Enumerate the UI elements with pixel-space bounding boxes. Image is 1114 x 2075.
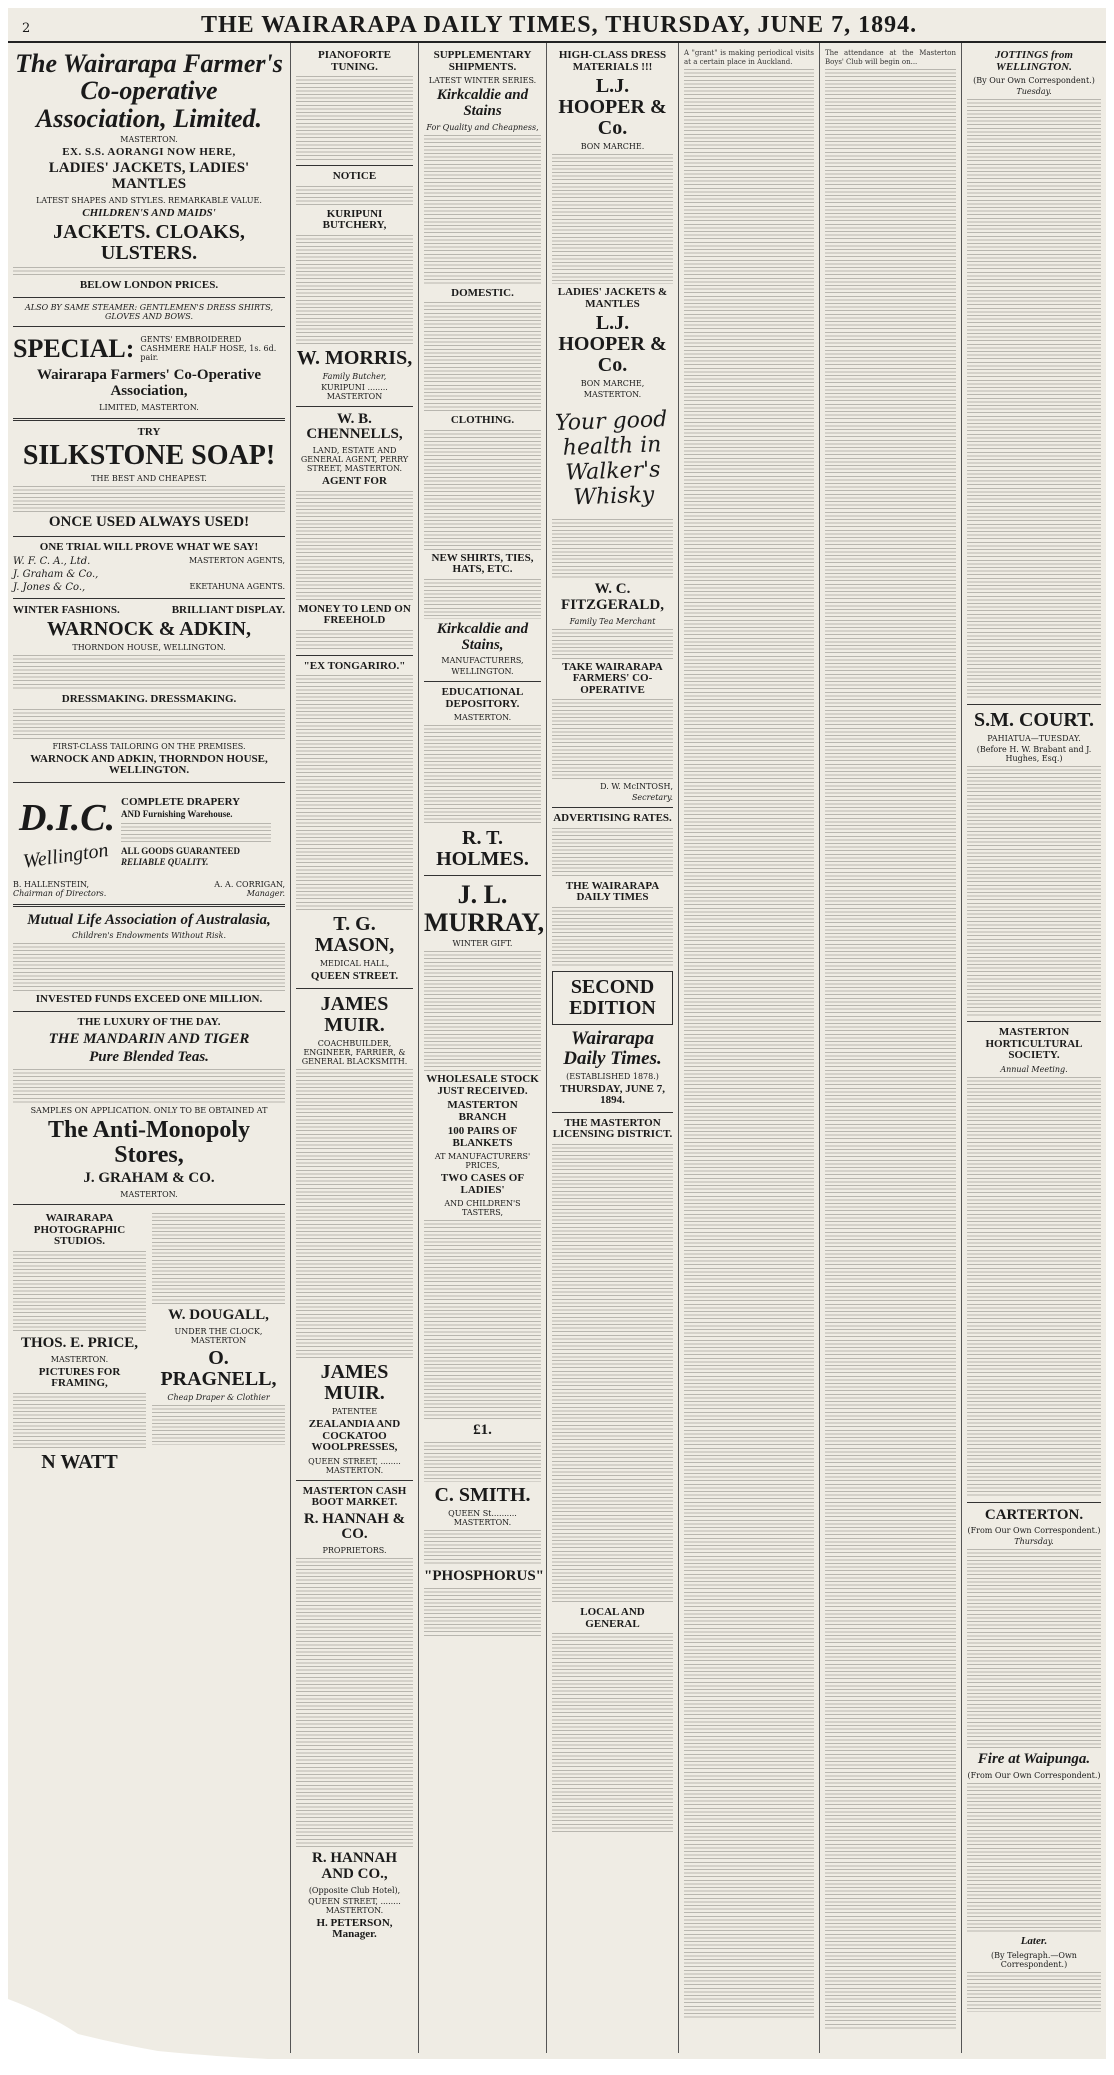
later: Later. [1020,1935,1048,1948]
jackets-cloaks: JACKETS. CLOAKS, ULSTERS. [53,221,245,265]
mason-heading: T. G. MASON, [314,913,395,957]
hooper-text [552,154,673,284]
best-cheapest: THE BEST AND CHEAPEST. [91,473,207,483]
peterson: H. PETERSON, Manager. [316,1916,393,1941]
winter-fashions: WINTER FASHIONS. [13,604,120,617]
thursday: Thursday. [1014,1537,1054,1547]
hooper-top: HIGH-CLASS DRESS MATERIALS !!! [558,49,667,73]
page-number: 2 [22,21,31,36]
school-text [424,725,541,825]
special-heading: SPECIAL: [13,334,135,364]
horti-text [967,1077,1101,1497]
fitzgerald-sub: Family Tea Merchant [569,616,656,626]
furnishing-warehouse: AND Furnishing Warehouse. [121,809,233,820]
money-to-lend: MONEY TO LEND ON FREEHOLD [298,602,411,627]
hannah-heading: R. HANNAH & CO. [303,1510,406,1543]
price-place: MASTERTON. [50,1354,109,1364]
agent-for: AGENT FOR [322,475,387,488]
kirkcaldie-heading-2: Kirkcaldie and Stains, [436,620,529,653]
masthead [8,8,1106,43]
column-2 [291,43,419,2053]
latest-shapes: LATEST SHAPES AND STYLES. REMARKABLE VALUE. [36,195,262,205]
local-general: LOCAL AND GENERAL [580,1606,645,1630]
hooper-heading: L.J. HOOPER & Co. [558,75,667,140]
first-class-tailoring: FIRST-CLASS TAILORING ON THE PREMISES. [52,741,246,751]
warnock-heading: WARNOCK & ADKIN, [47,618,251,641]
pictures-framing: PICTURES FOR FRAMING, [38,1365,121,1390]
pahiatua: PAHIATUA—TUESDAY. [987,734,1081,744]
carterton-corr: (From Our Own Correspondent.) [967,1526,1101,1536]
hannah-sub: PROPRIETORS. [322,1546,387,1556]
dic-logo [13,788,117,876]
photo-text [13,1251,146,1333]
bon-marche-2: BON MARCHE, [580,379,645,389]
ladies-jackets-mantles: LADIES' JACKETS & MANTLES [557,286,668,310]
piano-text [296,76,413,160]
queen-street-3: QUEEN STREET, ........ MASTERTON. [308,1896,401,1915]
times-text [552,907,673,967]
whisky-text [552,519,673,579]
anti-monopoly-heading: The Anti-Monopoly Stores, [47,1117,251,1169]
queen-street: QUEEN STREET. [310,970,399,983]
framing-text [13,1393,146,1449]
goods-guaranteed: ALL GOODS GUARANTEED [121,845,241,856]
butchery-text [296,235,413,345]
ex-ship: EX. S.S. AORANGI NOW HERE, [62,145,236,158]
dressmaking: DRESSMAKING. DRESSMAKING. [61,693,237,706]
mcintosh-title: Secretary. [631,793,673,803]
ad-text-block [13,267,285,277]
warnock-footer: WARNOCK AND ADKIN, THORNDON HOUSE, WELLINGTON. [30,752,268,777]
agent-1: W. F. C. A., Ltd. [13,556,91,568]
tuesday: Tuesday. [1016,87,1052,97]
holmes-heading: R. T. HOLMES. [436,827,529,871]
walkers-whisky-ad: Your good health in Walker's Whisky [554,407,668,511]
warnock-text [13,655,285,691]
agent-3: J. Jones & Co., [13,582,86,594]
also-steamer: ALSO BY SAME STEAMER: GENTLEMEN'S DRESS SHIRTS, GLOVES AND BOWS. [25,303,273,322]
price-heading: THOS. E. PRICE, [20,1334,139,1351]
one-trial: ONE TRIAL WILL PROVE WHAT WE SAY! [39,540,259,553]
established: (ESTABLISHED 1878.) [566,1071,659,1081]
dougall-place: UNDER THE CLOCK, MASTERTON [174,1326,263,1345]
second-edition-box [552,971,673,1025]
daily-times-notice: THE WAIRARAPA DAILY TIMES [565,879,660,904]
mcintosh: D. W. McINTOSH, [600,782,673,792]
dougall-heading: W. DOUGALL, [168,1307,269,1324]
court-text [967,766,1101,1016]
supp-heading: SUPPLEMENTARY SHIPMENTS. [433,49,532,73]
column-4 [547,43,679,2053]
masterton-branch: MASTERTON BRANCH [447,1099,518,1123]
pragnell-heading: O. PRAGNELL, [160,1346,277,1390]
local-text [552,1633,673,1833]
agent-2: J. Graham & Co., [13,569,99,581]
winter-gift: WINTER GIFT. [452,938,513,948]
photo-studio: WAIRARAPA PHOTOGRAPHIC STUDIOS. [33,1212,126,1248]
newspaper-title: THE WAIRARAPA DAILY TIMES, THURSDAY, JUNE 7, 1894. [200,12,918,38]
childrens-tasters: AND CHILDREN'S TASTERS, [444,1199,521,1218]
factory-prices: AT MANUFACTURERS' PRICES, [434,1152,531,1171]
woolpresses: ZEALANDIA AND COCKATOO WOOLPRESSES, [308,1417,401,1454]
farmers-limited: LIMITED, MASTERTON. [99,402,199,412]
mason-sub: MEDICAL HALL, [319,959,390,969]
corrigan-title: Manager. [246,888,285,898]
shirts-text [424,579,541,619]
grant-para: A "grant" is making periodical visits at a certain place in Auckland. [684,49,814,66]
fitz-text [552,629,673,659]
farmers-place: MASTERTON. [120,134,178,144]
hooper-heading-2: L.J. HOOPER & Co. [558,312,667,377]
hannah-sub-2: (Opposite Club Hotel), [308,1885,401,1895]
fire-heading: Fire at Waipunga. [977,1751,1091,1768]
patentee: PATENTEE [331,1406,378,1416]
corrigan: A. A. CORRIGAN, [214,879,285,889]
torn-corner [8,1989,268,2059]
invested-funds: INVESTED FUNDS EXCEED ONE MILLION. [35,993,263,1006]
childrens-endowments: Children's Endowments Without Risk. [72,931,226,941]
silkstone-heading: SILKSTONE SOAP! [22,440,276,472]
smith-place: QUEEN St.......... MASTERTON. [448,1509,517,1528]
phosphorus-text [424,1588,541,1638]
jewellery-text [152,1213,285,1305]
morris-place: KURIPUNI ........ MASTERTON [321,382,388,401]
later-text [967,1972,1101,2012]
tongariro-text [296,675,413,911]
wool-notice: TAKE WAIRARAPA FARMERS' CO-OPERATIVE [562,660,663,696]
columns [8,43,1106,2053]
farmers-heading: The Wairarapa Farmer's Co-operative Association, Limited. [15,49,283,133]
news-text [684,69,814,2019]
domestic-text [424,302,541,412]
domestic-heading: DOMESTIC. [451,286,514,299]
smith-text [424,1442,541,1482]
watt-heading: N WATT [41,1450,118,1473]
agent-3-role: EKETAHUNA AGENTS. [189,582,285,592]
licensing-heading: THE MASTERTON LICENSING DISTRICT. [552,1116,673,1141]
kirk-text [424,135,541,285]
horticultural: MASTERTON HORTICULTURAL SOCIETY. [985,1026,1083,1062]
murray-heading: J. L. MURRAY, [424,880,545,937]
muir-sub: COACHBUILDER, ENGINEER, FARRIER, & GENERAL BLACKSMITH. [301,1038,408,1066]
second-edition: SECOND EDITION [569,975,656,1019]
samples-line: SAMPLES ON APPLICATION. ONLY TO BE OBTAINED AT [30,1106,268,1116]
attendance-para: The attendance at the Masterton Boys' Club will begin on... [825,49,956,66]
mandarin-tiger: THE MANDARIN AND TIGER [48,1030,250,1047]
hannah-heading-2: R. HANNAH AND CO., [312,1850,397,1882]
fitzgerald-heading: W. C. FITZGERALD, [561,581,664,613]
ladies-jackets: LADIES' JACKETS, LADIES' MANTLES [48,160,250,193]
wellington: WELLINGTON. [451,667,514,677]
quality-cheapness: For Quality and Cheapness, [426,122,539,132]
educational-heading: EDUCATIONAL DEPOSITORY. [441,686,524,710]
manufacturers: MANUFACTURERS, [441,656,524,666]
morris-sub: Family Butcher, [322,371,387,381]
rates-text [552,828,673,878]
agent-1-role: MASTERTON AGENTS, [188,556,285,566]
carterton: CARTERTON. [984,1506,1084,1523]
clothing-heading: CLOTHING. [450,414,515,427]
phosphorus-heading: "PHOSPHORUS" [424,1568,544,1585]
wool-text [552,699,673,779]
licensing-text [552,1144,673,1604]
bon-marche-place: MASTERTON. [583,390,642,400]
dressmaking-text [13,709,285,739]
kuripuni-heading: KURIPUNI BUTCHERY, [322,207,387,232]
farmers-association: Wairarapa Farmers' Co-Operative Association, [36,367,262,400]
clothing-text [424,430,541,550]
pragnell-sub: Cheap Draper & Clothier [167,1392,270,1402]
luxury-heading: THE LUXURY OF THE DAY. [77,1016,221,1028]
times-masthead: Wairarapa Daily Times. [563,1027,662,1069]
special-sub: GENTS' EMBROIDERED CASHMERE HALF HOSE, 1s. 6d. pair. [140,335,277,363]
jottings-heading: JOTTINGS from WELLINGTON. [995,49,1073,73]
svg-text:Wellington: Wellington [21,838,110,873]
notice-heading: NOTICE [332,170,377,183]
hallenstein-title: Chairman of Directors. [13,888,107,898]
soap-text-block [13,486,285,512]
jottings-text [967,99,1101,699]
notice-text [296,186,413,206]
chennells-heading: W. B. CHENNELLS, [306,410,403,443]
cash-boot-market: MASTERTON CASH BOOT MARKET. [302,1484,407,1509]
own-correspondent: (By Our Own Correspondent.) [973,76,1095,86]
mutual-text [13,943,285,991]
muir-text [296,1069,413,1359]
boot-text [296,1558,413,1848]
fire-corr: (From Our Own Correspondent.) [967,1771,1101,1781]
latest-winter: LATEST WINTER SERIES. [428,76,537,86]
reliable-quality: RELIABLE QUALITY. [121,856,209,867]
kirkcaldie-heading: Kirkcaldie and Stains [436,87,529,119]
bon-marche: BON MARCHE. [580,142,645,152]
warnock-sub: THORNDON HOUSE, WELLINGTON. [72,643,226,653]
morris-heading: W. MORRIS, [296,346,413,369]
pragnell-text [152,1405,285,1445]
chennells-sub: LAND, ESTATE AND GENERAL AGENT, PERRY STREET, MASTERTON. [300,446,409,474]
tongariro-heading: "EX TONGARIRO." [303,659,406,672]
smith-heading: C. SMITH. [434,1484,531,1507]
annual-meeting: Annual Meeting. [1000,1064,1068,1074]
pure-blended: Pure Blended Teas. [89,1049,209,1066]
below-london: BELOW LONDON PRICES. [79,279,219,292]
newspaper-page [8,8,1106,2059]
news-text-2 [825,69,956,2029]
issue-date: THURSDAY, JUNE 7, 1894. [560,1082,665,1107]
column-7 [962,43,1106,2053]
sm-court: S.M. COURT. [973,709,1095,732]
column-5 [679,43,820,2053]
tea-text [13,1069,285,1103]
advertising-rates: ADVERTISING RATES. [553,812,672,825]
prices-list [424,1220,541,1420]
chennells-text [296,491,413,601]
mutual-life-heading: Mutual Life Association of Australasia, [27,911,271,928]
column-1 [8,43,291,2053]
wholesale-stock: WHOLESALE STOCK JUST RECEIVED. [426,1072,539,1097]
shirts-heading: NEW SHIRTS, TIES, HATS, ETC. [431,551,534,576]
pairs-blankets: 100 PAIRS OF BLANKETS [447,1125,518,1149]
brilliant-display: BRILLIANT DISPLAY. [171,604,285,617]
money-text [296,630,413,650]
queen-street-2: QUEEN STREET, ........ MASTERTON. [308,1456,401,1475]
telegraph: (By Telegraph.—Own Correspondent.) [991,1950,1077,1969]
fire-text [967,1783,1101,1933]
try-label: TRY [137,425,161,438]
hallenstein: B. HALLENSTEIN, [13,879,90,889]
muir-heading: JAMES MUIR. [320,992,389,1036]
dic-text [121,823,271,843]
graham-place: MASTERTON. [120,1190,178,1200]
once-used: ONCE USED ALWAYS USED! [48,513,250,530]
column-3 [419,43,547,2053]
column-6 [820,43,962,2053]
cases-ladies: TWO CASES OF LADIES' [440,1172,525,1196]
piano-heading: PIANOFORTE TUNING. [318,49,391,73]
svg-text:D.I.C.: D.I.C. [19,796,116,839]
graham-heading: J. GRAHAM & CO. [83,1170,215,1187]
carterton-text [967,1549,1101,1749]
court-before: (Before H. W. Brabant and J. Hughes, Esq.) [976,745,1092,764]
murray-text [424,951,541,1071]
complete-drapery: COMPLETE DRAPERY [121,795,241,808]
masterton-label: MASTERTON. [453,713,512,723]
smith-text-2 [424,1530,541,1566]
pound-price: £1. [473,1422,492,1439]
childrens-maids: CHILDREN'S AND MAIDS' [82,206,216,219]
muir-heading-2: JAMES MUIR. [320,1360,389,1404]
